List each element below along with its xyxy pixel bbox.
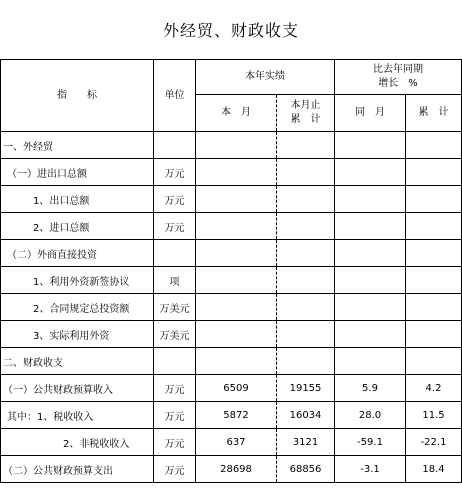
row-ytd-cell [277,132,335,159]
row-name-cell: 3、实际利用外资 [1,321,154,348]
table-row [1,429,462,456]
table-row [1,402,462,429]
row-same-month-cell [335,213,406,240]
header-ytd [277,95,335,132]
row-unit-cell: 万元 [154,186,196,213]
table-row [1,267,462,294]
row-ytd-cell [277,321,335,348]
row-name-cell: 二、财政收支 [1,348,154,375]
row-name-cell: 2、非税收收入 [1,429,154,456]
row-name-cell: 2、合同规定总投资额 [1,294,154,321]
row-name-cell: （二）公共财政预算支出 [1,456,154,483]
header-indicator: 指 标 [1,60,154,132]
row-same-month-cell [335,240,406,267]
table-row [1,213,462,240]
row-cumulative-cell [406,213,462,240]
row-ytd-cell [277,213,335,240]
row-unit-cell: 万元 [154,402,196,429]
row-ytd-cell [277,186,335,213]
row-ytd-cell [277,348,335,375]
table-row [1,186,462,213]
row-unit-cell [154,132,196,159]
header-compare [335,60,462,95]
row-cumulative-cell [406,294,462,321]
row-name-cell: （二）外商直接投资 [1,240,154,267]
row-cumulative-cell [406,348,462,375]
table-row [1,159,462,186]
data-table [0,59,462,483]
row-ytd-cell: 19155 [277,375,335,402]
header-month: 本 月 [196,95,277,132]
table-row [1,132,462,159]
row-month-cell [196,186,277,213]
row-month-cell: 5872 [196,402,277,429]
row-unit-cell: 万元 [154,213,196,240]
page-title: 外经贸、财政收支 [162,21,299,40]
header-same-month: 同 月 [335,95,406,132]
header-ytd-line2: 累 计 [290,114,321,125]
row-month-cell [196,294,277,321]
row-cumulative-cell: 11.5 [406,402,462,429]
row-unit-cell [154,240,196,267]
row-name-cell: 2、进口总额 [1,213,154,240]
row-unit-cell: 项 [154,267,196,294]
row-ytd-cell [277,267,335,294]
row-name-cell: 1、利用外资新签协议 [1,267,154,294]
row-same-month-cell: -3.1 [335,456,406,483]
table-row [1,456,462,483]
row-cumulative-cell [406,186,462,213]
row-month-cell [196,267,277,294]
table-row [1,348,462,375]
row-name-cell: 其中：1、税收收入 [1,402,154,429]
table-row [1,240,462,267]
row-cumulative-cell [406,159,462,186]
row-month-cell [196,159,277,186]
row-same-month-cell: -59.1 [335,429,406,456]
row-ytd-cell [277,240,335,267]
row-cumulative-cell [406,132,462,159]
row-same-month-cell: 28.0 [335,402,406,429]
row-same-month-cell [335,159,406,186]
table-row [1,321,462,348]
row-ytd-cell: 3121 [277,429,335,456]
header-unit: 单位 [154,60,196,132]
row-ytd-cell: 16034 [277,402,335,429]
row-cumulative-cell [406,321,462,348]
row-unit-cell: 万美元 [154,294,196,321]
row-cumulative-cell: 18.4 [406,456,462,483]
row-same-month-cell: 5.9 [335,375,406,402]
row-month-cell [196,321,277,348]
row-same-month-cell [335,132,406,159]
row-unit-cell: 万美元 [154,321,196,348]
row-ytd-cell [277,294,335,321]
row-name-cell: 1、出口总额 [1,186,154,213]
row-month-cell: 28698 [196,456,277,483]
row-unit-cell: 万元 [154,159,196,186]
row-same-month-cell [335,186,406,213]
header-ytd-line1: 本月止 [290,100,321,111]
row-same-month-cell [335,267,406,294]
row-month-cell [196,348,277,375]
row-unit-cell: 万元 [154,456,196,483]
header-compare-line2: 增长 % [378,78,418,89]
row-ytd-cell [277,159,335,186]
row-same-month-cell [335,321,406,348]
row-name-cell: （一）进出口总额 [1,159,154,186]
row-unit-cell [154,348,196,375]
row-month-cell [196,240,277,267]
row-month-cell [196,213,277,240]
table-row [1,294,462,321]
row-month-cell [196,132,277,159]
row-cumulative-cell: -22.1 [406,429,462,456]
row-same-month-cell [335,348,406,375]
row-unit-cell: 万元 [154,375,196,402]
row-cumulative-cell [406,240,462,267]
row-name-cell: （一）公共财政预算收入 [1,375,154,402]
header-compare-line1: 比去年同期 [373,64,423,75]
table-row [1,375,462,402]
row-cumulative-cell: 4.2 [406,375,462,402]
row-ytd-cell: 68856 [277,456,335,483]
header-this-year: 本年实绩 [196,60,335,95]
row-same-month-cell [335,294,406,321]
row-name-cell: 一、外经贸 [1,132,154,159]
row-month-cell: 6509 [196,375,277,402]
row-unit-cell: 万元 [154,429,196,456]
row-month-cell: 637 [196,429,277,456]
header-cumulative: 累 计 [406,95,462,132]
row-cumulative-cell [406,267,462,294]
